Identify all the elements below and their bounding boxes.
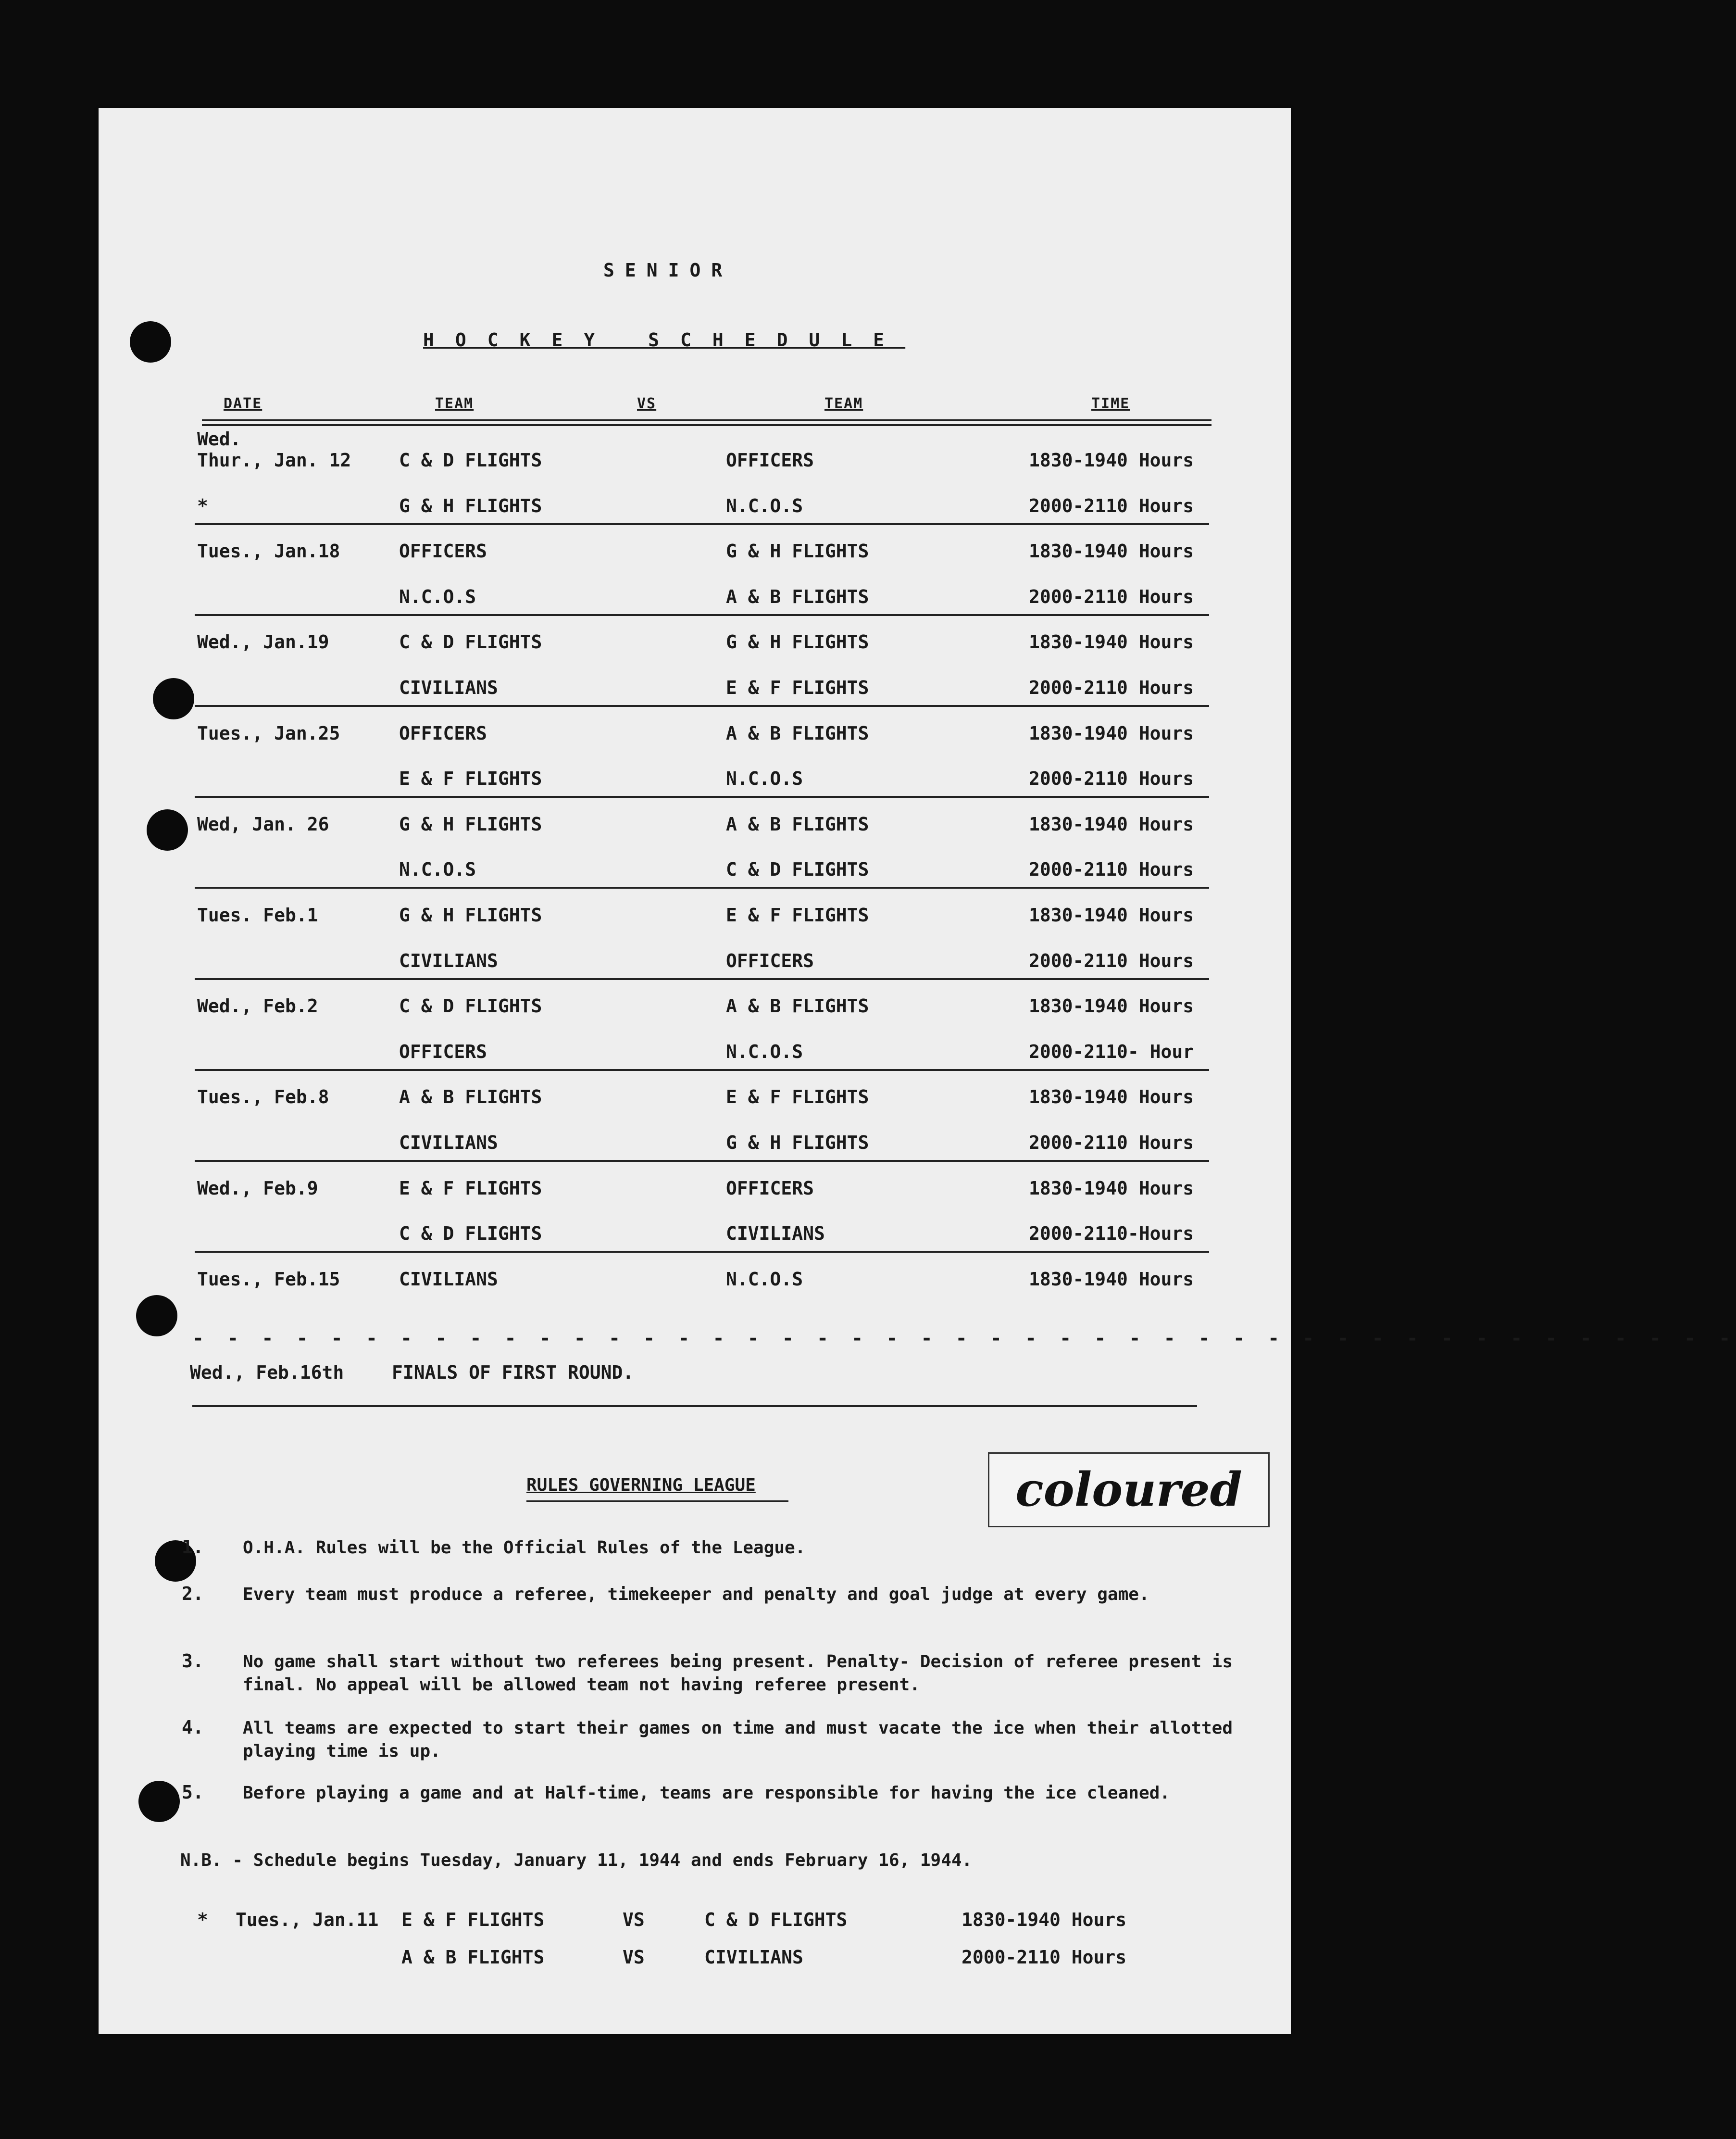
schedule-team2: A & B FLIGHTS (726, 723, 869, 744)
extra-time: 1830-1940 Hours (962, 1909, 1127, 1930)
schedule-team2: G & H FLIGHTS (726, 541, 869, 562)
row-separator (195, 796, 1209, 798)
schedule-team1: OFFICERS (399, 1041, 487, 1062)
schedule-team1: OFFICERS (399, 541, 487, 562)
schedule-date: Wed., Feb.2 (197, 995, 318, 1017)
schedule-team1: C & D FLIGHTS (399, 450, 542, 471)
schedule-date: * (197, 495, 208, 516)
schedule-team1: N.C.O.S (399, 859, 476, 880)
schedule-time: 1830-1940 Hours (1029, 1086, 1194, 1107)
schedule-time: 2000-2110 Hours (1029, 1132, 1194, 1153)
schedule-time: 2000-2110- Hour (1029, 1041, 1194, 1062)
schedule-team1: OFFICERS (399, 723, 487, 744)
schedule-time: 1830-1940 Hours (1029, 541, 1194, 562)
header-time: TIME (1091, 395, 1130, 412)
punch-hole (147, 809, 188, 851)
schedule-team2: N.C.O.S (726, 495, 803, 516)
schedule-time: 1830-1940 Hours (1029, 1178, 1194, 1199)
extra-marker: * (197, 1909, 208, 1930)
schedule-date: Tues., Feb.8 (197, 1086, 329, 1107)
row-separator (195, 1160, 1209, 1162)
schedule-date: Tues., Jan.18 (197, 541, 340, 562)
schedule-team2: OFFICERS (726, 950, 814, 971)
schedule-time: 1830-1940 Hours (1029, 1269, 1194, 1290)
extra-vs: VS (623, 1909, 645, 1930)
schedule-time: 2000-2110 Hours (1029, 950, 1194, 971)
schedule-team1: C & D FLIGHTS (399, 631, 542, 653)
schedule-time: 2000-2110 Hours (1029, 677, 1194, 698)
rule-text: No game shall start without two referees being present. Penalty- Decision of referee present is final. No appeal will be allowed team not having referee present. (243, 1652, 1233, 1695)
rules-heading: RULES GOVERNING LEAGUE (526, 1475, 756, 1495)
schedule-team1: E & F FLIGHTS (399, 1178, 542, 1199)
rule-text: O.H.A. Rules will be the Official Rules of the League. (243, 1538, 806, 1558)
header-team: TEAM (824, 395, 863, 412)
schedule-team1: G & H FLIGHTS (399, 814, 542, 835)
rule-number: 1. (182, 1536, 204, 1558)
schedule-date: Tues., Feb.15 (197, 1269, 340, 1290)
finals-rule (192, 1405, 1197, 1407)
finals-date: Wed., Feb.16th (190, 1362, 344, 1383)
schedule-team1: CIVILIANS (399, 677, 498, 698)
schedule-date: Wed. Thur., Jan. 12 (197, 428, 351, 471)
schedule-time: 1830-1940 Hours (1029, 631, 1194, 653)
row-separator (195, 705, 1209, 707)
schedule-team2: E & F FLIGHTS (726, 677, 869, 698)
schedule-team2: N.C.O.S (726, 768, 803, 789)
row-separator (195, 978, 1209, 980)
row-separator (195, 1069, 1209, 1071)
schedule-time: 1830-1940 Hours (1029, 905, 1194, 926)
rule-text: All teams are expected to start their games on time and must vacate the ice when their allotted playing time is up. (243, 1718, 1233, 1761)
schedule-date: Wed., Feb.9 (197, 1178, 318, 1199)
schedule-team1: G & H FLIGHTS (399, 905, 542, 926)
rule-number: 5. (182, 1782, 204, 1803)
schedule-team2: N.C.O.S (726, 1041, 803, 1062)
schedule-time: 2000-2110-Hours (1029, 1223, 1194, 1244)
schedule-time: 1830-1940 Hours (1029, 450, 1194, 471)
row-separator (195, 1251, 1209, 1253)
punch-hole (130, 321, 171, 363)
extra-vs: VS (623, 1947, 645, 1968)
row-separator (195, 523, 1209, 525)
schedule-team1: E & F FLIGHTS (399, 768, 542, 789)
schedule-team1: CIVILIANS (399, 1269, 498, 1290)
document-title-line2: HOCKEY SCHEDULE (423, 329, 906, 351)
header-vs: VS (637, 395, 657, 412)
schedule-time: 2000-2110 Hours (1029, 495, 1194, 516)
schedule-team2: OFFICERS (726, 450, 814, 471)
schedule-team1: G & H FLIGHTS (399, 495, 542, 516)
rule-number: 2. (182, 1583, 204, 1604)
schedule-team2: A & B FLIGHTS (726, 995, 869, 1017)
extra-team2: CIVILIANS (704, 1947, 803, 1968)
header-team: TEAM (435, 395, 474, 412)
schedule-time: 1830-1940 Hours (1029, 995, 1194, 1017)
dashed-divider: - - - - - - - - - - - - - - - - - - - - - - - - - - - - - - - - - - - - - - - - - - - - - (192, 1327, 1736, 1349)
schedule-team2: G & H FLIGHTS (726, 631, 869, 653)
schedule-time: 1830-1940 Hours (1029, 723, 1194, 744)
row-separator (195, 887, 1209, 889)
schedule-team2: N.C.O.S (726, 1269, 803, 1290)
extra-team2: C & D FLIGHTS (704, 1909, 848, 1930)
extra-team1: A & B FLIGHTS (401, 1947, 545, 1968)
schedule-team1: C & D FLIGHTS (399, 1223, 542, 1244)
coloured-stamp: coloured (988, 1452, 1270, 1527)
punch-hole (153, 678, 194, 719)
header-rule (202, 424, 1211, 426)
schedule-team1: C & D FLIGHTS (399, 995, 542, 1017)
schedule-team1: A & B FLIGHTS (399, 1086, 542, 1107)
punch-hole (138, 1781, 180, 1822)
schedule-team2: OFFICERS (726, 1178, 814, 1199)
schedule-team1: N.C.O.S (399, 586, 476, 607)
schedule-team2: A & B FLIGHTS (726, 814, 869, 835)
document-title-line1: SENIOR (603, 260, 733, 281)
row-separator (195, 614, 1209, 616)
schedule-time: 2000-2110 Hours (1029, 859, 1194, 880)
schedule-time: 2000-2110 Hours (1029, 586, 1194, 607)
rules-heading-rule (526, 1500, 788, 1502)
schedule-team2: C & D FLIGHTS (726, 859, 869, 880)
schedule-team2: E & F FLIGHTS (726, 905, 869, 926)
schedule-team1: CIVILIANS (399, 950, 498, 971)
finals-text: FINALS OF FIRST ROUND. (392, 1362, 634, 1383)
schedule-date: Tues., Jan.25 (197, 723, 340, 744)
schedule-date: Wed., Jan.19 (197, 631, 329, 653)
schedule-time: 2000-2110 Hours (1029, 768, 1194, 789)
punch-hole (136, 1295, 177, 1336)
rule-number: 4. (182, 1717, 204, 1738)
header-date: DATE (224, 395, 262, 412)
extra-time: 2000-2110 Hours (962, 1947, 1127, 1968)
schedule-date: Wed, Jan. 26 (197, 814, 329, 835)
schedule-team2: E & F FLIGHTS (726, 1086, 869, 1107)
extra-date: Tues., Jan.11 (236, 1909, 379, 1930)
schedule-note: N.B. - Schedule begins Tuesday, January 11, 1944 and ends February 16, 1944. (180, 1850, 973, 1870)
header-rule (202, 419, 1211, 421)
schedule-team2: G & H FLIGHTS (726, 1132, 869, 1153)
rule-number: 3. (182, 1650, 204, 1672)
schedule-team2: CIVILIANS (726, 1223, 825, 1244)
schedule-team2: A & B FLIGHTS (726, 586, 869, 607)
extra-team1: E & F FLIGHTS (401, 1909, 545, 1930)
rule-text: Before playing a game and at Half-time, teams are responsible for having the ice cleaned. (243, 1783, 1170, 1803)
schedule-team1: CIVILIANS (399, 1132, 498, 1153)
rule-text: Every team must produce a referee, timekeeper and penalty and goal judge at every game. (243, 1585, 1149, 1604)
schedule-date: Tues. Feb.1 (197, 905, 318, 926)
schedule-time: 1830-1940 Hours (1029, 814, 1194, 835)
